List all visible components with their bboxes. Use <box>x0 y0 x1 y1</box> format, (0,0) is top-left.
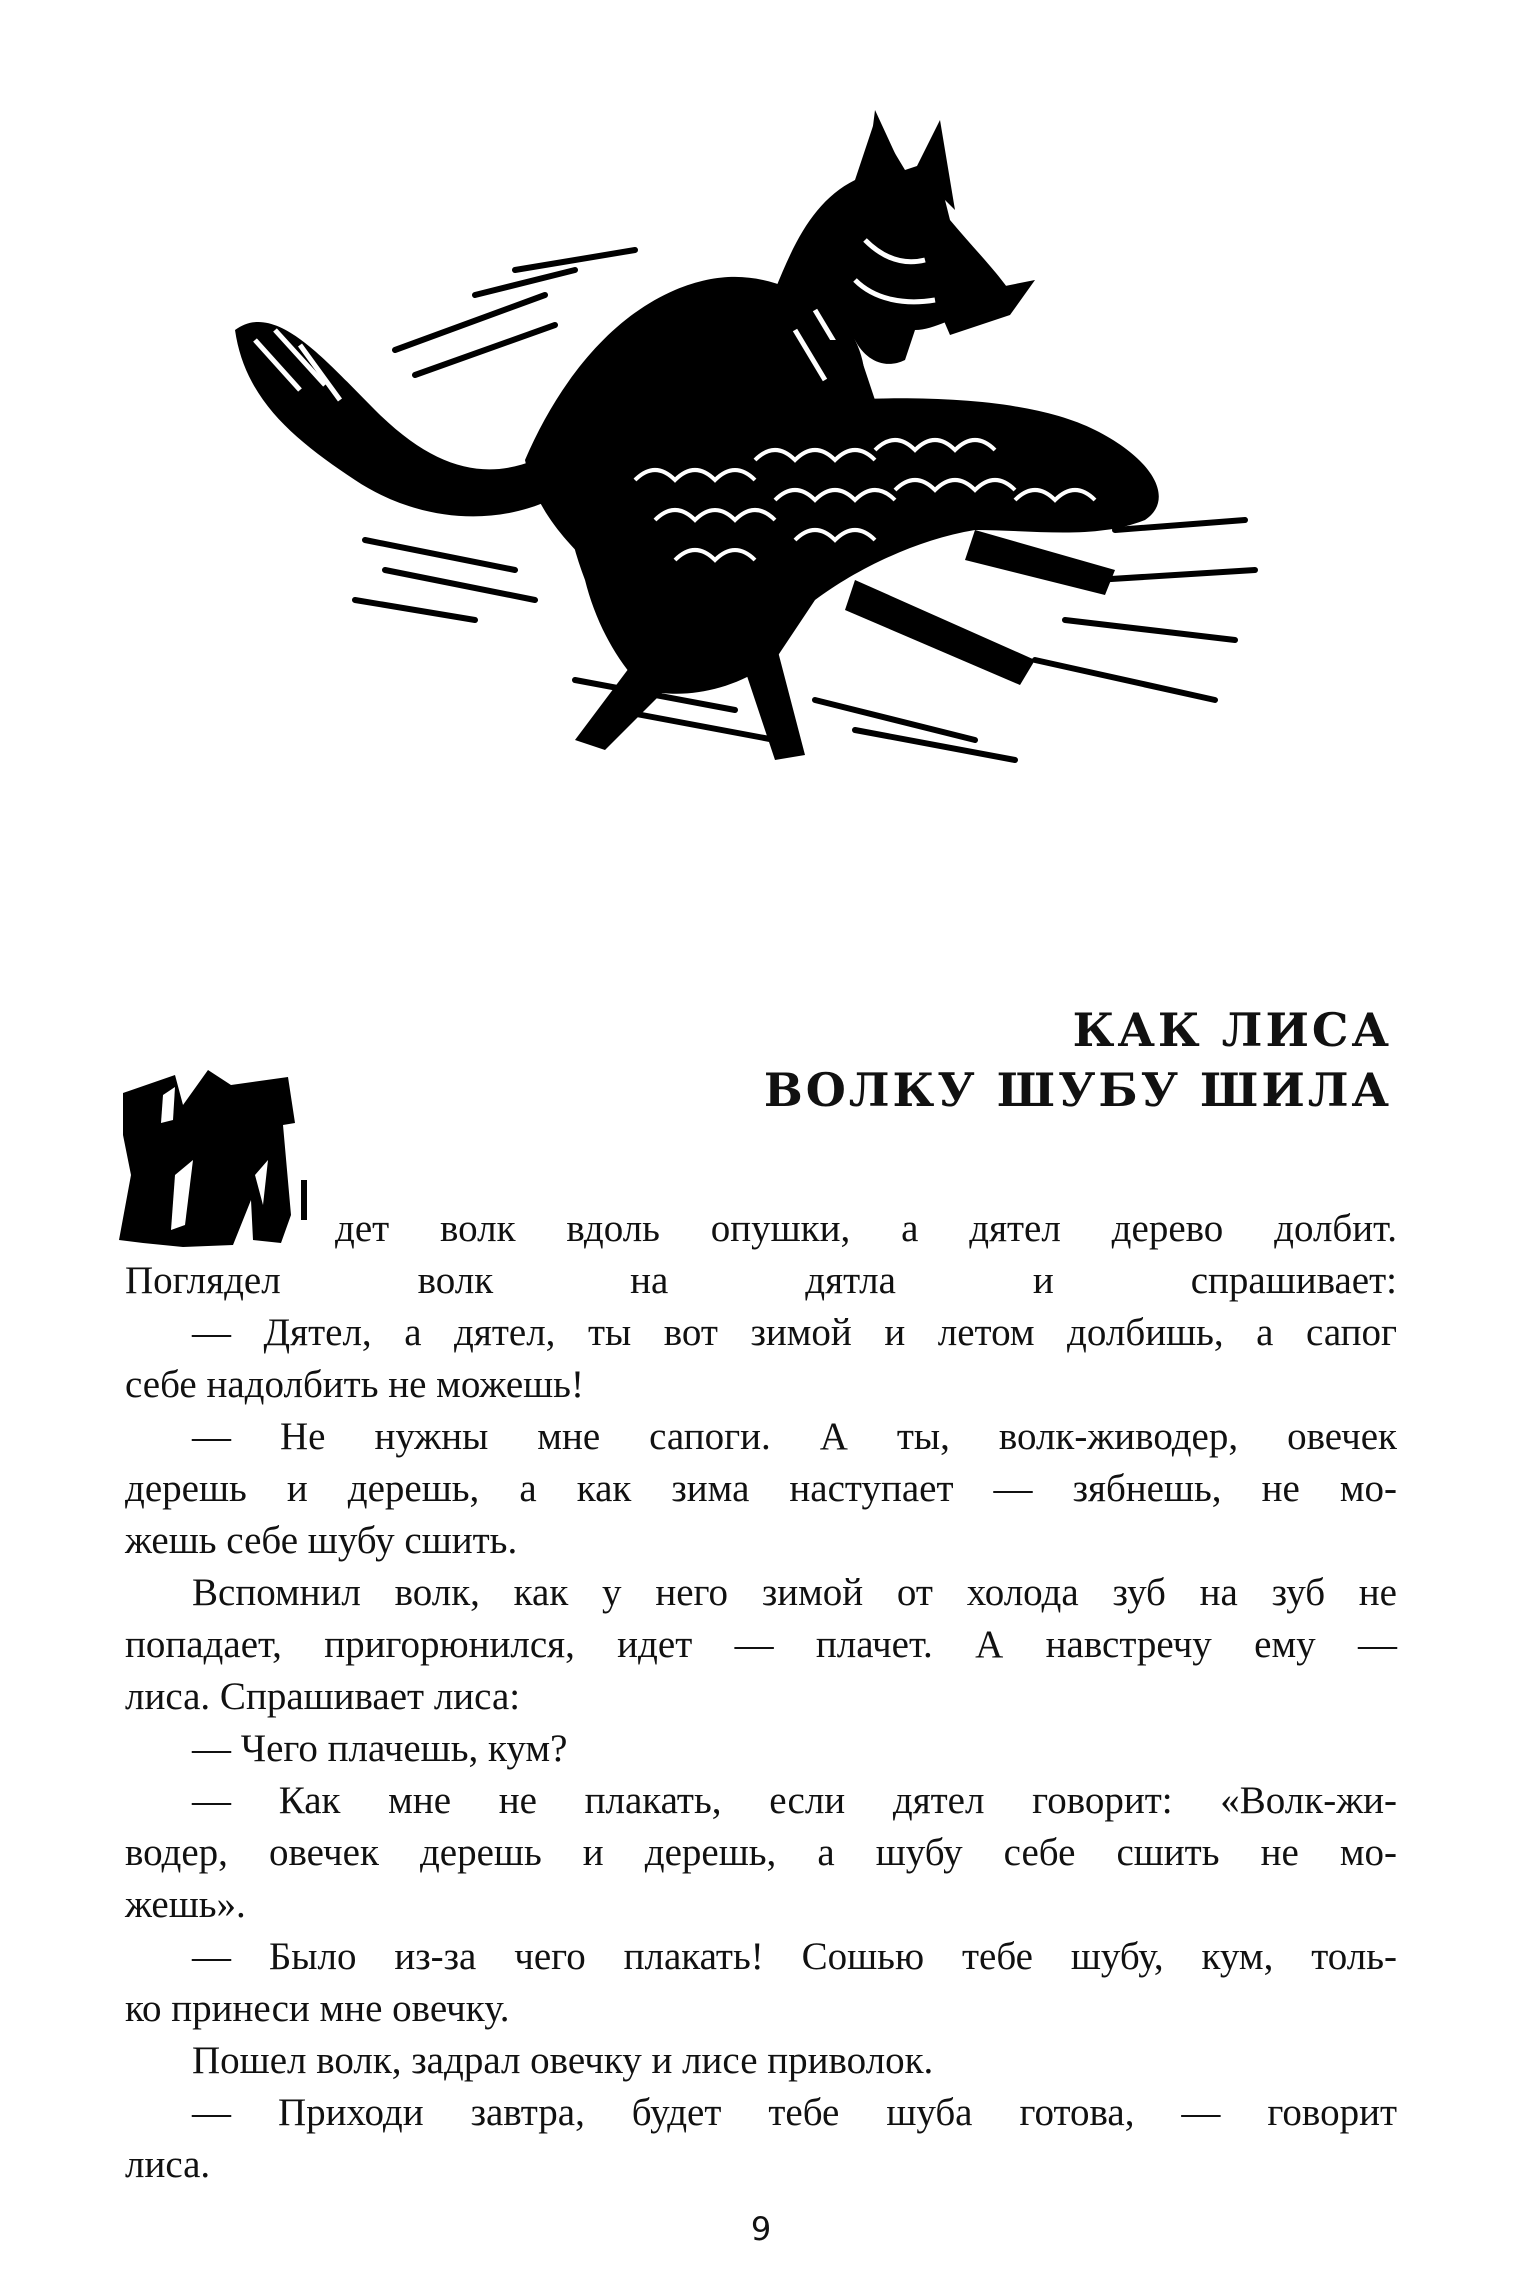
text-line: лиса. <box>125 2143 211 2186</box>
text-line: Пошел волк, задрал овечку и лисе приволок. <box>192 2039 934 2082</box>
text-line: жешь». <box>125 1883 246 1926</box>
text-line: — Было из-за чего плакать! Сошью тебе шубу, кум, толь- <box>192 1935 1397 1978</box>
drop-cap-letter <box>113 1065 313 1250</box>
text-line: жешь себе шубу сшить. <box>125 1519 518 1562</box>
text-line: — Приходи завтра, будет тебе шуба готова, — говорит <box>192 2091 1397 2134</box>
text-line: Вспомнил волк, как у него зимой от холода зуб на зуб не <box>192 1571 1397 1614</box>
fox-on-wolf-pelt-woodcut-icon <box>215 100 1275 780</box>
title-line-1: КАК ЛИСА <box>1072 1003 1392 1057</box>
text-line: — Как мне не плакать, если дятел говорит: «Волк-жи- <box>192 1779 1397 1822</box>
text-line: дерешь и дерешь, а как зима наступает — зябнешь, не мо- <box>125 1467 1397 1510</box>
text-line: Поглядел волк на дятла и спрашивает: <box>125 1259 1397 1302</box>
text-line: попадает, пригорюнился, идет — плачет. А навстречу ему — <box>125 1623 1397 1666</box>
text-line: дет волк вдоль опушки, а дятел дерево долбит. <box>335 1207 1397 1250</box>
text-line: себе надолбить не можешь! <box>125 1363 584 1406</box>
title-line-2: ВОЛКУ ШУБУ ШИЛА <box>763 1063 1392 1117</box>
text-line: — Не нужны мне сапоги. А ты, волк-живодер, овечек <box>192 1415 1397 1458</box>
story-title <box>764 1000 1392 1120</box>
text-line: — Чего плачешь, кум? <box>192 1727 568 1770</box>
text-line: водер, овечек дерешь и дерешь, а шубу себе сшить не мо- <box>125 1831 1397 1874</box>
text-line: ко принеси мне овечку. <box>125 1987 510 2030</box>
page-number: 9 <box>750 2210 772 2248</box>
text-line: — Дятел, а дятел, ты вот зимой и летом долбишь, а сапог <box>192 1311 1397 1354</box>
text-line: лиса. Спрашивает лиса: <box>125 1675 521 1718</box>
